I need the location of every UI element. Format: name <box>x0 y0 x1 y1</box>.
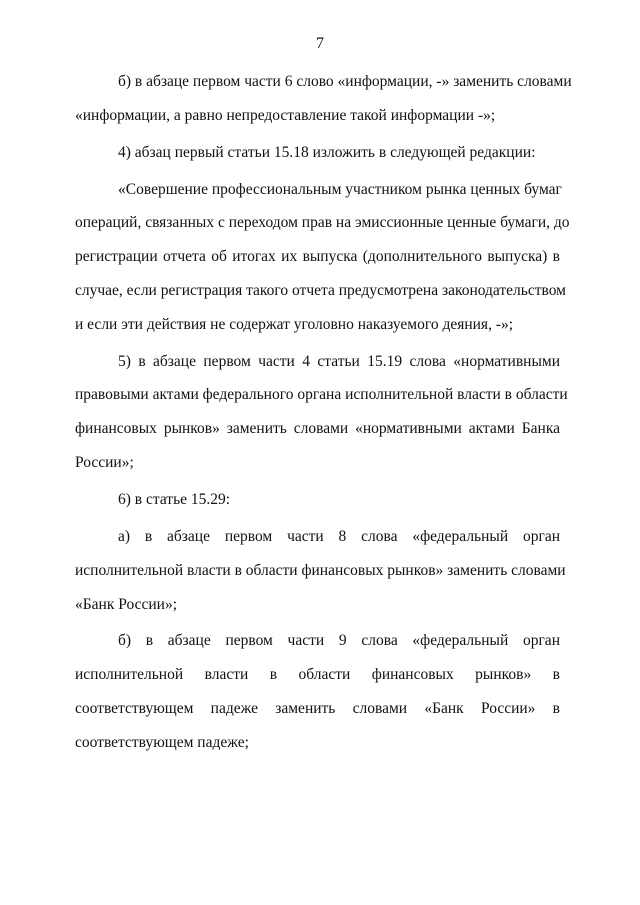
text-line-8: и если эти действия не содержат уголовно наказуемого деяния, -»; <box>75 316 514 333</box>
text-line-19: соответствующем падеже заменить словами «Банк России» в <box>75 700 560 717</box>
text-line-1: б) в абзаце первом части 6 слово «информации, -» заменить словами <box>118 73 572 90</box>
text-line-18: исполнительной власти в области финансовых рынков» в <box>75 666 560 683</box>
text-line-6: регистрации отчета об итогах их выпуска (дополнительного выпуска) в <box>75 248 560 265</box>
text-line-11: финансовых рынков» заменить словами «нормативными актами Банка <box>75 420 560 437</box>
text-line-17: б) в абзаце первом части 9 слова «федеральный орган <box>118 632 560 649</box>
text-line-14: а) в абзаце первом части 8 слова «федеральный орган <box>118 528 560 545</box>
page-number: 7 <box>316 35 324 52</box>
text-line-2: «информации, а равно непредоставление такой информации -»; <box>75 107 496 124</box>
text-line-4: «Совершение профессиональным участником рынка ценных бумаг <box>118 181 562 198</box>
text-line-13: 6) в статье 15.29: <box>118 491 231 508</box>
text-line-3: 4) абзац первый статьи 15.18 изложить в следующей редакции: <box>118 144 536 161</box>
text-line-20: соответствующем падеже; <box>75 734 249 751</box>
text-line-9: 5) в абзаце первом части 4 статьи 15.19 слова «нормативными <box>118 353 560 370</box>
text-line-15: исполнительной власти в области финансовых рынков» заменить словами <box>75 562 566 579</box>
text-line-5: операций, связанных с переходом прав на эмиссионные ценные бумаги, до <box>75 214 570 231</box>
text-line-10: правовыми актами федерального органа исполнительной власти в области <box>75 386 568 403</box>
text-line-7: случае, если регистрация такого отчета предусмотрена законодательством <box>75 282 566 299</box>
text-line-12: России»; <box>75 454 134 471</box>
text-line-16: «Банк России»; <box>75 596 178 613</box>
